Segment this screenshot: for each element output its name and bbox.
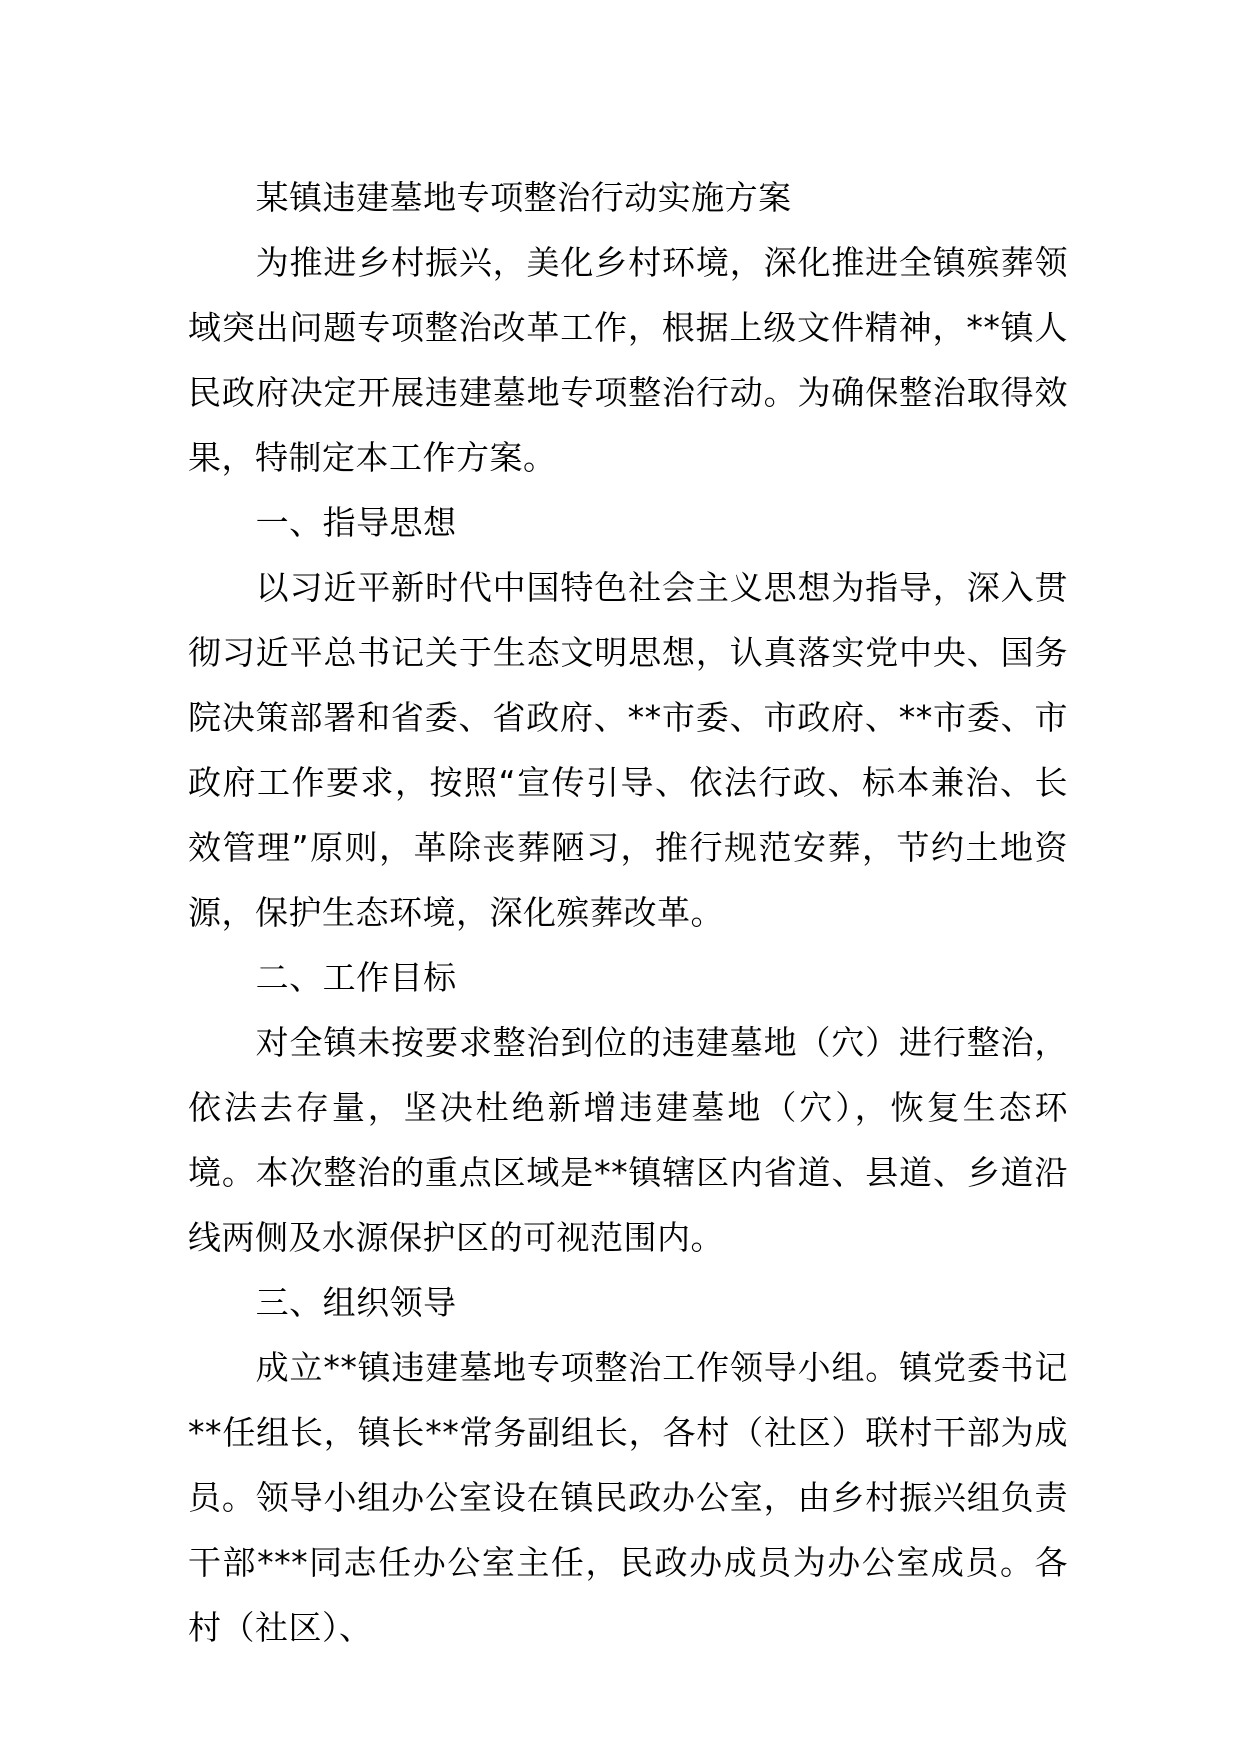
document-body (188, 165, 1068, 1660)
organization-paragraph: 成立**镇违建墓地专项整治工作领导小组。镇党委书记**任组长，镇长**常务副组长，各村（社区）联村干部为成员。领导小组办公室设在镇民政办公室，由乡村振兴组负责干部***同志任办公室主任，民政办成员为办公室成员。各村（社区）、 (188, 1348, 1068, 1647)
section-heading-guiding-ideology: 一、指导思想 (255, 503, 457, 542)
intro-paragraph: 为推进乡村振兴，美化乡村环境，深化推进全镇殡葬领域突出问题专项整治改革工作，根据上级文件精神，**镇人民政府决定开展违建墓地专项整治行动。为确保整治取得效果，特制定本工作方案。 (188, 243, 1068, 477)
document-title: 某镇违建墓地专项整治行动实施方案 (255, 178, 792, 217)
section-heading-work-goals: 二、工作目标 (255, 958, 457, 997)
section-heading-organization: 三、组织领导 (255, 1283, 457, 1322)
work-goals-paragraph: 对全镇未按要求整治到位的违建墓地（穴）进行整治，依法去存量，坚决杜绝新增违建墓地（穴），恢复生态环境。本次整治的重点区域是**镇辖区内省道、县道、乡道沿线两侧及水源保护区的可视范围内。 (188, 1023, 1068, 1257)
guiding-ideology-paragraph: 以习近平新时代中国特色社会主义思想为指导，深入贯彻习近平总书记关于生态文明思想，认真落实党中央、国务院决策部署和省委、省政府、**市委、市政府、**市委、市政府工作要求，按照“宣传引导、依法行政、标本兼治、长效管理”原则，革除丧葬陋习，推行规范安葬，节约土地资源，保护生态环境，深化殡葬改革。 (188, 568, 1068, 932)
